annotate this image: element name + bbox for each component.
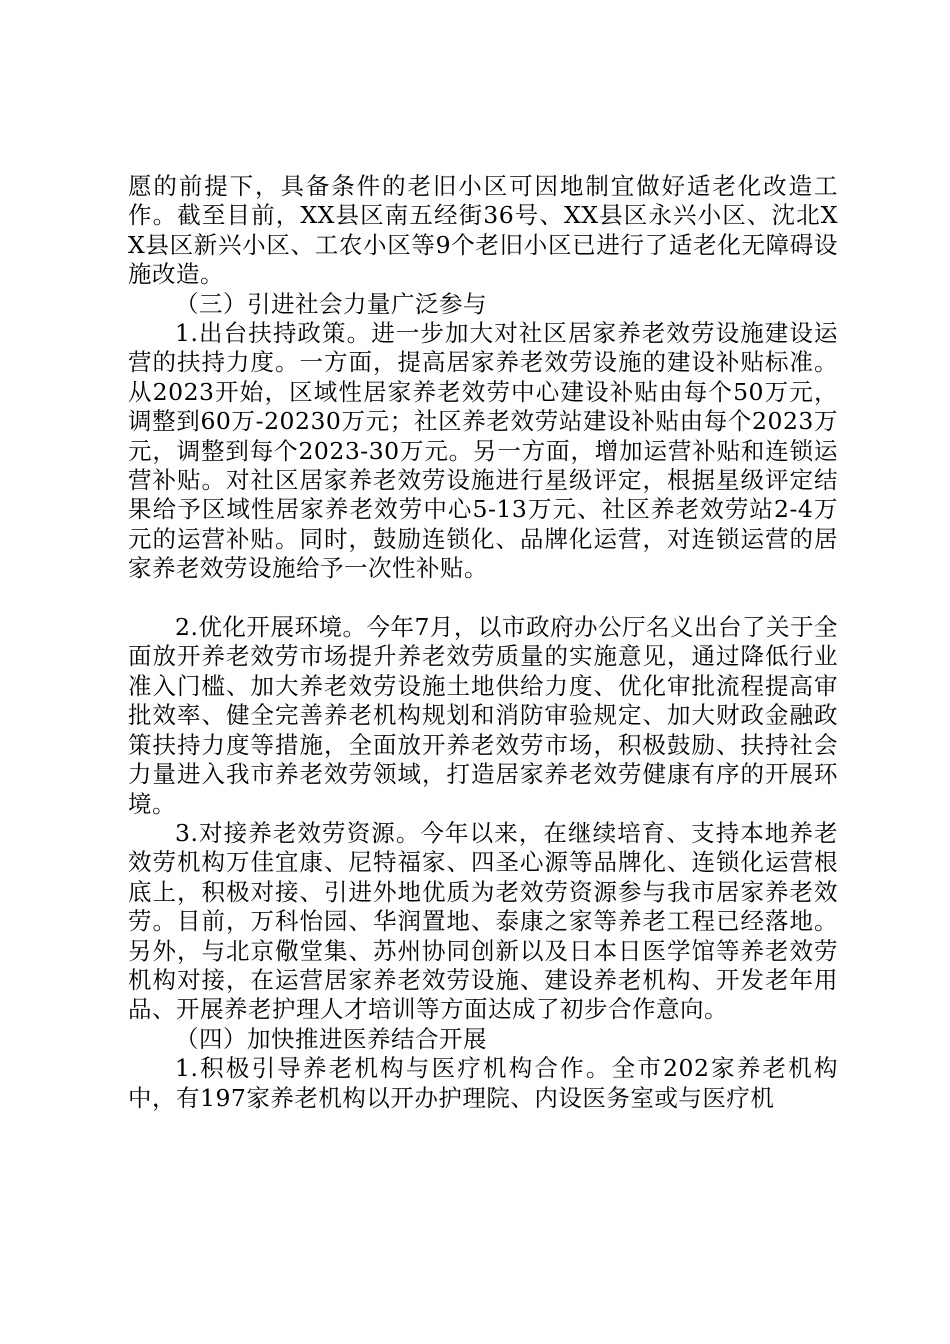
section-heading-3: （三）引进社会力量广泛参与 (175, 289, 487, 318)
document-body (128, 172, 838, 1113)
paragraph-continuation: 愿的前提下，具备条件的老旧小区可因地制宜做好适老化改造工作。截至目前，XX县区南五经街36号、XX县区永兴小区、沈北XX县区新兴小区、工农小区等9个老旧小区已进行了适老化无障碍设施改造。 (128, 172, 838, 289)
paragraph-spacer (128, 584, 838, 613)
paragraph-support-policy: 1.出台扶持政策。进一步加大对社区居家养老效劳设施建设运营的扶持力度。一方面，提高居家养老效劳设施的建设补贴标准。从2023开始，区域性居家养老效劳中心建设补贴由每个50万元，调整到60万-20230万元；社区养老效劳站建设补贴由每个2023万元，调整到每个2023-30万元。另一方面，增加运营补贴和连锁运营补贴。对社区居家养老效劳设施进行星级评定，根据星级评定结果给予区域性居家养老效劳中心5-13万元、社区养老效劳站2-4万元的运营补贴。同时，鼓励连锁化、品牌化运营，对连锁运营的居家养老效劳设施给予一次性补贴。 (128, 319, 838, 583)
section-heading-4: （四）加快推进医养结合开展 (175, 1024, 487, 1053)
paragraph-connect-resources: 3.对接养老效劳资源。今年以来，在继续培育、支持本地养老效劳机构万佳宜康、尼特福家、四圣心源等品牌化、连锁化运营根底上，积极对接、引进外地优质为老效劳资源参与我市居家养老效劳。目前，万科怡园、华润置地、泰康之家等养老工程已经落地。另外，与北京儆堂集、苏州协同创新以及日本日医学馆等养老效劳机构对接，在运营居家养老效劳设施、建设养老机构、开发老年用品、开展养老护理人才培训等方面达成了初步合作意向。 (128, 818, 838, 1024)
paragraph-medical-cooperation: 1.积极引导养老机构与医疗机构合作。全市202家养老机构中，有197家养老机构以开办护理院、内设医务室或与医疗机 (128, 1054, 838, 1112)
paragraph-optimize-environment: 2.优化开展环境。今年7月，以市政府办公厅名义出台了关于全面放开养老效劳市场提升养老效劳质量的实施意见，通过降低行业准入门槛、加大养老效劳设施土地供给力度、优化审批流程提高审批效率、健全完善养老机构规划和消防审验规定、加大财政金融政策扶持力度等措施，全面放开养老效劳市场，积极鼓励、扶持社会力量进入我市养老效劳领域，打造居家养老效劳健康有序的开展环境。 (128, 613, 838, 818)
